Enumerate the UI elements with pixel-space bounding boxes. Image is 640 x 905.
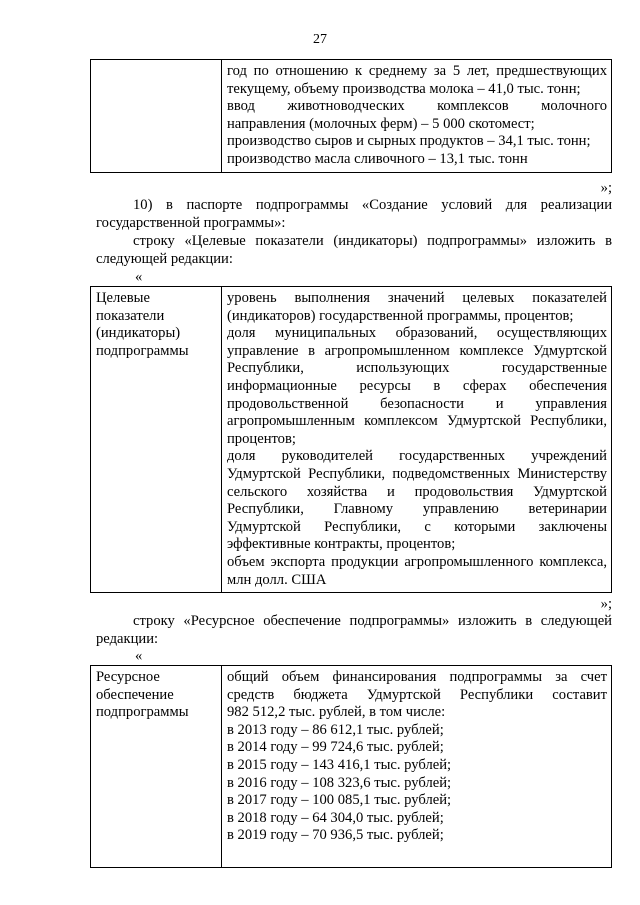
top-table-line: ввод животноводческих комплексов молочного bbox=[227, 98, 607, 115]
top-table-lines bbox=[227, 63, 607, 169]
top-table-line: производство сыров и сырных продуктов – 34,1 тыс. тонн; bbox=[227, 133, 591, 150]
indicators-line: продовольственной безопасности и управления bbox=[227, 395, 607, 412]
indicators-line: информационные ресурсы в сферах обеспечения bbox=[227, 377, 607, 394]
resources-label-lines bbox=[96, 669, 217, 722]
paragraph-10 bbox=[96, 196, 612, 233]
paragraph-10-line-2: государственной программы»: bbox=[96, 215, 286, 232]
paragraph-resources bbox=[96, 612, 612, 649]
indicators-line: сельского хозяйства и продовольствия Удмуртской bbox=[227, 483, 607, 500]
top-table-label-cell bbox=[91, 60, 222, 173]
resources-line: средств бюджета Удмуртской Республики составит bbox=[227, 686, 607, 703]
resources-line: в 2018 году – 64 304,0 тыс. рублей; bbox=[227, 809, 444, 826]
top-continuation-table bbox=[90, 59, 612, 173]
resources-line: 982 512,2 тыс. рублей, в том числе: bbox=[227, 704, 446, 721]
paragraph-resources-line-1: строку «Ресурсное обеспечение подпрограммы» изложить в следующей bbox=[133, 613, 612, 629]
indicators-line: Республики, использующих государственные bbox=[227, 360, 607, 377]
resources-line: в 2019 году – 70 936,5 тыс. рублей; bbox=[227, 827, 444, 844]
closing-quote-2: »; bbox=[600, 596, 612, 612]
paragraph-indicators bbox=[96, 232, 612, 269]
indicators-line: уровень выполнения значений целевых показателей bbox=[227, 290, 607, 306]
indicators-label-lines bbox=[96, 290, 217, 360]
indicators-line: млн долл. США bbox=[227, 571, 327, 588]
opening-quote-2: « bbox=[135, 648, 143, 664]
indicators-line: Удмуртской Республики, подведомственных Министерству bbox=[227, 465, 607, 482]
indicators-label-line: показатели bbox=[96, 307, 165, 324]
resources-label-cell bbox=[91, 666, 222, 868]
resources-lines bbox=[227, 669, 607, 845]
paragraph-resources-line-2: редакции: bbox=[96, 631, 159, 648]
paragraph-10-line-1: 10) в паспорте подпрограммы «Создание условий для реализации bbox=[133, 197, 612, 213]
resources-line: в 2014 году – 99 724,6 тыс. рублей; bbox=[227, 739, 444, 756]
indicators-line: агропромышленным комплексом Удмуртской Республики, bbox=[227, 413, 607, 430]
resources-label-line: Ресурсное bbox=[96, 669, 160, 685]
indicators-line: (индикаторов) государственной программы, процентов; bbox=[227, 307, 574, 324]
indicators-line: процентов; bbox=[227, 430, 296, 447]
resources-line: в 2017 году – 100 085,1 тыс. рублей; bbox=[227, 792, 452, 809]
resources-line: общий объем финансирования подпрограммы за счет bbox=[227, 669, 607, 685]
resources-table bbox=[90, 665, 612, 868]
top-table-line: производство масла сливочного – 13,1 тыс. тонн bbox=[227, 150, 528, 167]
indicators-line: доля муниципальных образований, осуществляющих bbox=[227, 325, 607, 342]
opening-quote-1: « bbox=[135, 269, 143, 285]
indicators-line: объем экспорта продукции агропромышленного комплекса, bbox=[227, 553, 607, 570]
indicators-text-cell bbox=[222, 287, 612, 593]
resources-text-cell bbox=[222, 666, 612, 868]
resources-line: в 2016 году – 108 323,6 тыс. рублей; bbox=[227, 774, 452, 791]
resources-label-line: обеспечение bbox=[96, 686, 174, 703]
page-number: 27 bbox=[313, 32, 327, 47]
indicators-label-line: Целевые bbox=[96, 290, 150, 306]
indicators-line: доля руководителей государственных учреждений bbox=[227, 448, 607, 465]
closing-quote-1: »; bbox=[600, 180, 612, 196]
resources-line: в 2013 году – 86 612,1 тыс. рублей; bbox=[227, 721, 444, 738]
top-table-line: направления (молочных ферм) – 5 000 скотомест; bbox=[227, 115, 535, 132]
top-table-text-cell bbox=[222, 60, 612, 173]
top-table-line: текущему, объему производства молока – 41,0 тыс. тонн; bbox=[227, 80, 581, 97]
indicators-line: эффективные контракты, процентов; bbox=[227, 536, 456, 553]
indicators-label-line: подпрограммы bbox=[96, 342, 189, 359]
indicators-line: Удмуртской Республики, с которыми заключены bbox=[227, 518, 607, 535]
indicators-line: Республики, Главному управлению ветеринарии bbox=[227, 501, 607, 518]
indicators-line: управление в агропромышленном комплексе Удмуртской bbox=[227, 342, 607, 359]
indicators-table bbox=[90, 286, 612, 593]
indicators-lines bbox=[227, 290, 607, 589]
resources-label-line: подпрограммы bbox=[96, 704, 189, 721]
top-table-line: год по отношению к среднему за 5 лет, предшествующих bbox=[227, 63, 607, 79]
resources-line: в 2015 году – 143 416,1 тыс. рублей; bbox=[227, 756, 452, 773]
indicators-label-cell bbox=[91, 287, 222, 593]
paragraph-indicators-line-1: строку «Целевые показатели (индикаторы) подпрограммы» изложить в bbox=[133, 233, 612, 249]
paragraph-indicators-line-2: следующей редакции: bbox=[96, 251, 233, 268]
indicators-label-line: (индикаторы) bbox=[96, 325, 181, 342]
